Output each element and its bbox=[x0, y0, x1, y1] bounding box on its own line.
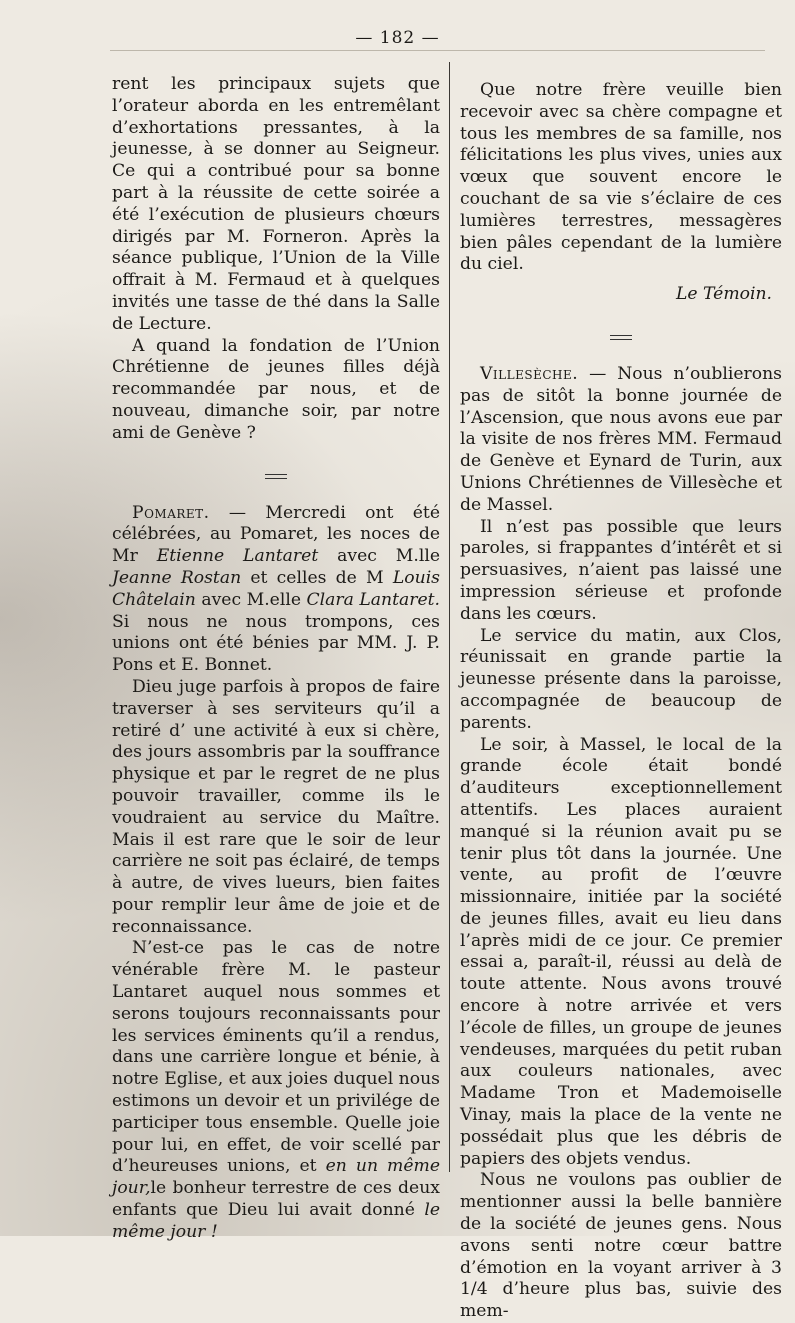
paragraph: Le soir, à Massel, le local de la grande école était bondé d’auditeurs exceptionnellement attentifs. Les places auraient manqué si la réunion avait pu se tenir plus tôt dans la journée. Une vente, au profit de l’œuvre missionnaire, initiée par la société de jeunes filles, avait eu lieu dans l’après midi de ce jour. Ce premier essai a, paraît-il, réussi au delà de toute attente. Nous avons trouvé encore à notre arrivée et vers l’école de filles, un groupe de jeunes vendeuses, marquées du petit ruban aux couleurs nationales, avec Madame Tron et Mademoiselle Vinay, mais la place de la vente ne possédait plus que les débris de papiers des objets vendus. bbox=[460, 734, 782, 1169]
paragraph: rent les principaux sujets que l’orateur aborda en les entremêlant d’exhortations pressantes, à la jeunesse, à se donner au Seigneur. Ce qui a contribué pour sa bonne part à la réussite de cette soirée a été l’exécution de plusieurs chœurs dirigés par M. Forneron. Après la séance publique, l’Union de la Ville offrait à M. Fermaud et à quelques invités une tasse de thé dans la Salle de Lecture. bbox=[112, 74, 440, 334]
left-column bbox=[112, 74, 440, 1244]
section-separator bbox=[112, 467, 440, 481]
text-run: et celles de M bbox=[241, 567, 393, 588]
text-run: — Nous n’oublierons pas de sitôt la bonne journée de l’Ascension, que nous avons eue par la visite de nos frères MM. Fermaud de Genève et Eynard de Turin, aux Unions Chrétiennes de Villesèche et de Massel. bbox=[460, 363, 782, 515]
person-name: Clara Lantaret. bbox=[306, 589, 440, 610]
paragraph-pomaret bbox=[112, 503, 440, 677]
column-divider bbox=[449, 62, 450, 1172]
text-run: le bonheur terrestre de ces deux enfants que Dieu lui avait donné bbox=[112, 1178, 440, 1221]
header-rule bbox=[110, 50, 765, 51]
paragraph: Dieu juge parfois à propos de faire traverser à ses serviteurs qu’il a retiré d’ une activité à eux si chère, des jours assombris par la souffrance physique et par le regret de ne plus pouvoir travailler, comme ils le voudraient au service du Maître. Mais il est rare que le soir de leur carrière ne soit pas éclairé, de temps à autre, de vives lueurs, bien faites pour remplir leur âme de joie et de reconnaissance. bbox=[112, 676, 440, 937]
person-name: Jeanne Rostan bbox=[112, 567, 242, 588]
paragraph: Il n’est pas possible que leurs paroles, si frappantes d’intérêt et si persuasives, n’aient pas laissé une impression sérieuse et profonde dans les cœurs. bbox=[460, 516, 782, 624]
section-separator bbox=[460, 328, 782, 342]
paragraph bbox=[112, 938, 440, 1243]
person-name: Louis Châtelain bbox=[112, 567, 441, 610]
emphasis: en un même jour, bbox=[112, 1156, 440, 1199]
text-run: Si nous ne nous trompons, ces unions ont été bénies par MM. J. P. Pons et E. Bonnet. bbox=[112, 611, 440, 676]
emphasis: le même jour ! bbox=[112, 1200, 440, 1242]
person-name: Etienne Lantaret bbox=[156, 546, 319, 567]
paragraph: Nous ne voulons pas oublier de mentionner aussi la belle bannière de la société de jeunes gens. Nous avons senti notre cœur battre d’émotion en la voyant arriver à 3 1/4 d’heure plus bas, suivie des mem- bbox=[460, 1170, 782, 1322]
place-heading: Pomaret. bbox=[132, 502, 210, 523]
paragraph: Le service du matin, aux Clos, réunissait en grande partie la jeunesse présente dans la paroisse, accompagnée de beaucoup de parents. bbox=[460, 625, 782, 733]
place-heading: Villesèche. bbox=[480, 363, 579, 384]
text-run: avec M.lle bbox=[318, 546, 441, 567]
right-column bbox=[460, 80, 782, 1323]
text-run: N’est-ce pas le cas de notre vénérable frère M. le pasteur Lantaret auquel nous sommes et serons toujours reconnaissants pour les services éminents qu’il a rendus, dans une carrière longue et bénie, à notre Eglise, et aux joies duquel nous estimons un devoir et un privilége de participer tous ensemble. Quelle joie pour lui, en effet, de voir scellé par d’heureuses unions, et bbox=[112, 938, 440, 1177]
page-number: — 182 — bbox=[355, 28, 440, 48]
paragraph: Que notre frère veuille bien recevoir avec sa chère compagne et tous les membres de sa famille, nos félicitations les plus vives, unies aux vœux que souvent encore le couchant de sa vie s’éclaire de ces lumières terrestres, messagères bien pâles cependant de la lumière du ciel. bbox=[460, 80, 782, 275]
paragraph: A quand la fondation de l’Union Chrétienne de jeunes filles déjà recommandée par nous, et de nouveau, dimanche soir, par notre ami de Genève ? bbox=[112, 335, 440, 443]
text-run: avec M.elle bbox=[195, 589, 307, 610]
signature: Le Témoin. bbox=[675, 284, 772, 305]
paragraph-villeseche bbox=[460, 364, 782, 517]
text-run: — Mercredi ont été célébrées, au Pomaret, les noces de Mr bbox=[112, 502, 440, 567]
